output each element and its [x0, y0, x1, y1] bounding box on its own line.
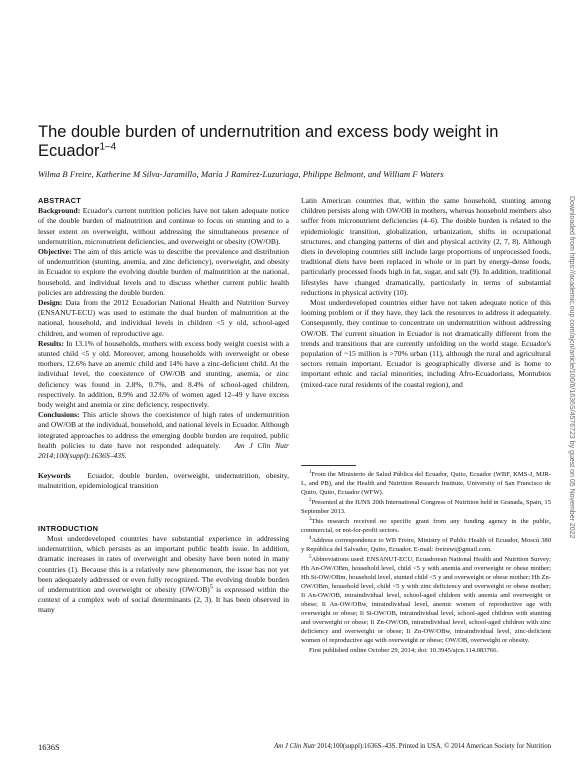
left-column — [38, 196, 289, 616]
conclusions-label: Conclusions: — [38, 410, 80, 420]
abstract-background — [38, 206, 289, 247]
download-notice: Downloaded from https://academic.oup.com/ajcn/article/100/6/1636S/4576723 by guest on 05 November 2022 — [568, 196, 575, 539]
footnote — [301, 536, 551, 554]
footnote-text: First published online October 29, 2014; doi: 10.3945/ajcn.114.083766. — [309, 647, 499, 654]
footnote-mark: 2 — [309, 497, 312, 503]
body-paragraph-2: Most underdeveloped countries either have not taken adequate notice of this looming problem or if they have, they lack the resources to address it adequately. Consequently, they continue to concentrate on undernutrition without addressing OW/OB. The current situation in Ecuador is not dramatically different from the trends and transitions that are currently unfolding on the world stage. Ecuador's population of ~15 million is >70% urban (11), although the rural and agricultural sectors remain important. Ecuador is geographically diverse and is home to important ethnic and racial minorities, including Afro-Ecuadorians, Montubios (mixed-race rural residents of the coastal region), and — [301, 298, 551, 389]
results-text: In 13.1% of households, mothers with excess body weight coexist with a stunted child <5 y old. Moreover, among households with overweight or obese mothers, 12.6% have an anemic child and 14% have a zinc-deficient child. At the individual level, the coexistence of OW/OB and stunting, anemia, or zinc deficiency was found in 2.8%, 0.7%, and 8.4% of school-aged children, respectively. In addition, 8.9% and 32.6% of women aged 12–49 y have excess body weight and anemia or zinc deficiency, respectively. — [38, 338, 289, 410]
design-text: Data from the 2012 Ecuadorian National Health and Nutrition Survey (ENSANUT-ECU) was used to estimate the dual burden of malnutrition at the national, household, and individual levels in children <5 y old, school-aged children, and women of reproductive age. — [38, 298, 290, 338]
footnote-mark: 4 — [309, 535, 312, 541]
footnote-text: Presented at the IUNS 20th International Congress of Nutrition held in Granada, Spain, 15 September 2013. — [301, 499, 551, 515]
intro-paragraph — [38, 534, 289, 616]
intro-footnote-mark: 5 — [209, 583, 213, 591]
title-text: The double burden of undernutrition and excess body weight in Ecuador — [38, 123, 499, 160]
objective-label: Objective: — [38, 247, 72, 257]
article-title — [38, 123, 548, 161]
abstract-results — [38, 339, 289, 410]
abstract-design — [38, 298, 289, 339]
keywords-text: Ecuador, double burden, overweight, undernutrition, obesity, malnutrition, epidemiological transition — [38, 471, 289, 491]
footnote-text: From the Ministerio de Salud Pública del Ecuador, Quito, Ecuador (WBF, KMS-J, MJR-L, and PB), and the Health and Nutrition Research Institute, University of San Francisco de Quito, Quito, Ecuador (WFW). — [301, 471, 551, 496]
author-list: Wilma B Freire, Katherine M Silva-Jaramillo, María J Ramírez-Luzuriaga, Philippe Belmont, and William F Waters — [38, 169, 444, 179]
background-label: Background: — [38, 206, 81, 216]
journal-name: Am J Clin Nutr — [274, 743, 316, 750]
footnote — [301, 517, 551, 535]
footnote-text: Abbreviations used: ENSANUT-ECU, Ecuadorean National Health and Nutrition Survey; Hh An-OW/OBm, household level, child <5 y with anemia and overweight or obese mother; Hh St-OW/OBm, household level, stunted child <5 y and overweight or obese mother; Hh Zn-OW/OBm, household level, child <5 y with zinc deficiency and overweight or obese mother; Ii An-OW/OB, intraindividual level, school-aged children with anemia and overweight or obese; Ii An-OW/OBw, intraindividual level, anemic women of reproductive age with overweight or obese; Ii St-OW/OB, intraindividual level, school-aged children with stunting and overweight or obese; Ii Zn-OW/OB, intraindividual level, school-aged children with zinc deficiency and overweight or obese; Ii Zn-OW/OBw, intraindividual level, zinc-deficient women of reproductive age with overweight or obese; OW/OB, overweight or obesity. — [301, 556, 551, 644]
right-column — [301, 196, 551, 390]
footnote-mark: 5 — [309, 554, 312, 560]
footnote-text: This research received no specific grant from any funding agency in the public, commercial, or not-for-profit sectors. — [301, 518, 551, 534]
design-label: Design: — [38, 298, 63, 308]
intro-text-a: Most underdeveloped countries have substantial experience in addressing undernutrition, which persists as an important public health issue. In addition, dramatic increases in rates of overweight and obesity have been noted in many countries (1). Because this is a relatively new phenomenon, the issue has not yet been adequately addressed or even fully recognized. The evolving double burden of undernutrition and overweight or obesity (OW/OB) — [38, 533, 289, 594]
conclusions-text: This article shows the coexistence of high rates of undernutrition and OW/OB at the individual, household, and national levels in Ecuador. Although integrated approaches to address the emerging double burden are required, public health policies to date have not responded adequately. — [38, 410, 289, 450]
footnotes — [301, 465, 551, 656]
abstract-citation: Am J Clin Nutr 2014;100(suppl):1636S–43S. — [38, 440, 289, 461]
footnote-mark: 3 — [309, 516, 312, 522]
footnote-divider — [301, 465, 356, 466]
footnote — [301, 470, 551, 497]
journal-details: 2014;100(suppl):1636S–43S. Printed in USA. © 2014 American Society for Nutrition — [315, 743, 551, 750]
introduction-heading: INTRODUCTION — [38, 523, 99, 533]
footnote-mark: 1 — [309, 469, 312, 475]
page-number: 1636S — [38, 742, 60, 752]
footnote — [301, 646, 551, 655]
body-paragraph-1: Latin American countries that, within the same household, stunting among children persists along with OW/OB in mothers, whereas household members also suffer from micronutrient deficiencies (4–6). The double burden is related to the epidemiologic transition, globalization, urbanization, shifts in occupational structures, and changing patterns of diet and physical activity (2, 7, 8). Although diets in developing countries still include large proportions of unprocessed foods, traditional diets have been replaced in whole or in part by energy-dense foods, particularly processed foods high in fat, sugar, and salt (9). In addition, traditional lifestyles have changed dramatically, particularly in terms of substantial reductions in physical activity (10). — [301, 196, 551, 297]
footnote-text: Address correspondence to WB Freire, Ministry of Public Health of Ecuador, Moscú 380 y República del Salvador, Quito, Ecuador. E-mail: freirewi@gmail.com. — [301, 537, 551, 553]
results-label: Results: — [38, 338, 64, 348]
abstract-objective — [38, 247, 289, 298]
footnote — [301, 498, 551, 516]
keywords — [38, 471, 289, 491]
footnote — [301, 555, 551, 645]
background-text: Ecuador's current nutrition policies have not taken adequate notice of the double burden of malnutrition and continue to focus on stunting and to a lesser extent on overweight, without addressing the simultaneous presence of undernutrition, micronutrient deficiencies, and overweight or obesity (OW/OB). — [38, 206, 290, 246]
abstract-conclusions — [38, 410, 289, 461]
title-footnote-marks: 1–4 — [99, 141, 117, 153]
abstract-heading: ABSTRACT — [38, 196, 82, 205]
download-watermark — [565, 196, 577, 736]
objective-text: The aim of this article was to describe the prevalence and distribution of undernutrition (stunting, anemia, and zinc deficiency), overweight, and obesity in Ecuador to explore the evolving double burden of malnutrition at the national, household, and individual levels and to discuss whether current public health policies are addressing the double burden. — [38, 247, 289, 297]
intro-text-b: is expressed within the context of a complex web of social determinants (2, 3). It has been observed in many — [38, 584, 289, 615]
page-footer — [38, 742, 551, 754]
journal-info — [274, 743, 551, 750]
keywords-label: Keywords — [38, 471, 71, 481]
